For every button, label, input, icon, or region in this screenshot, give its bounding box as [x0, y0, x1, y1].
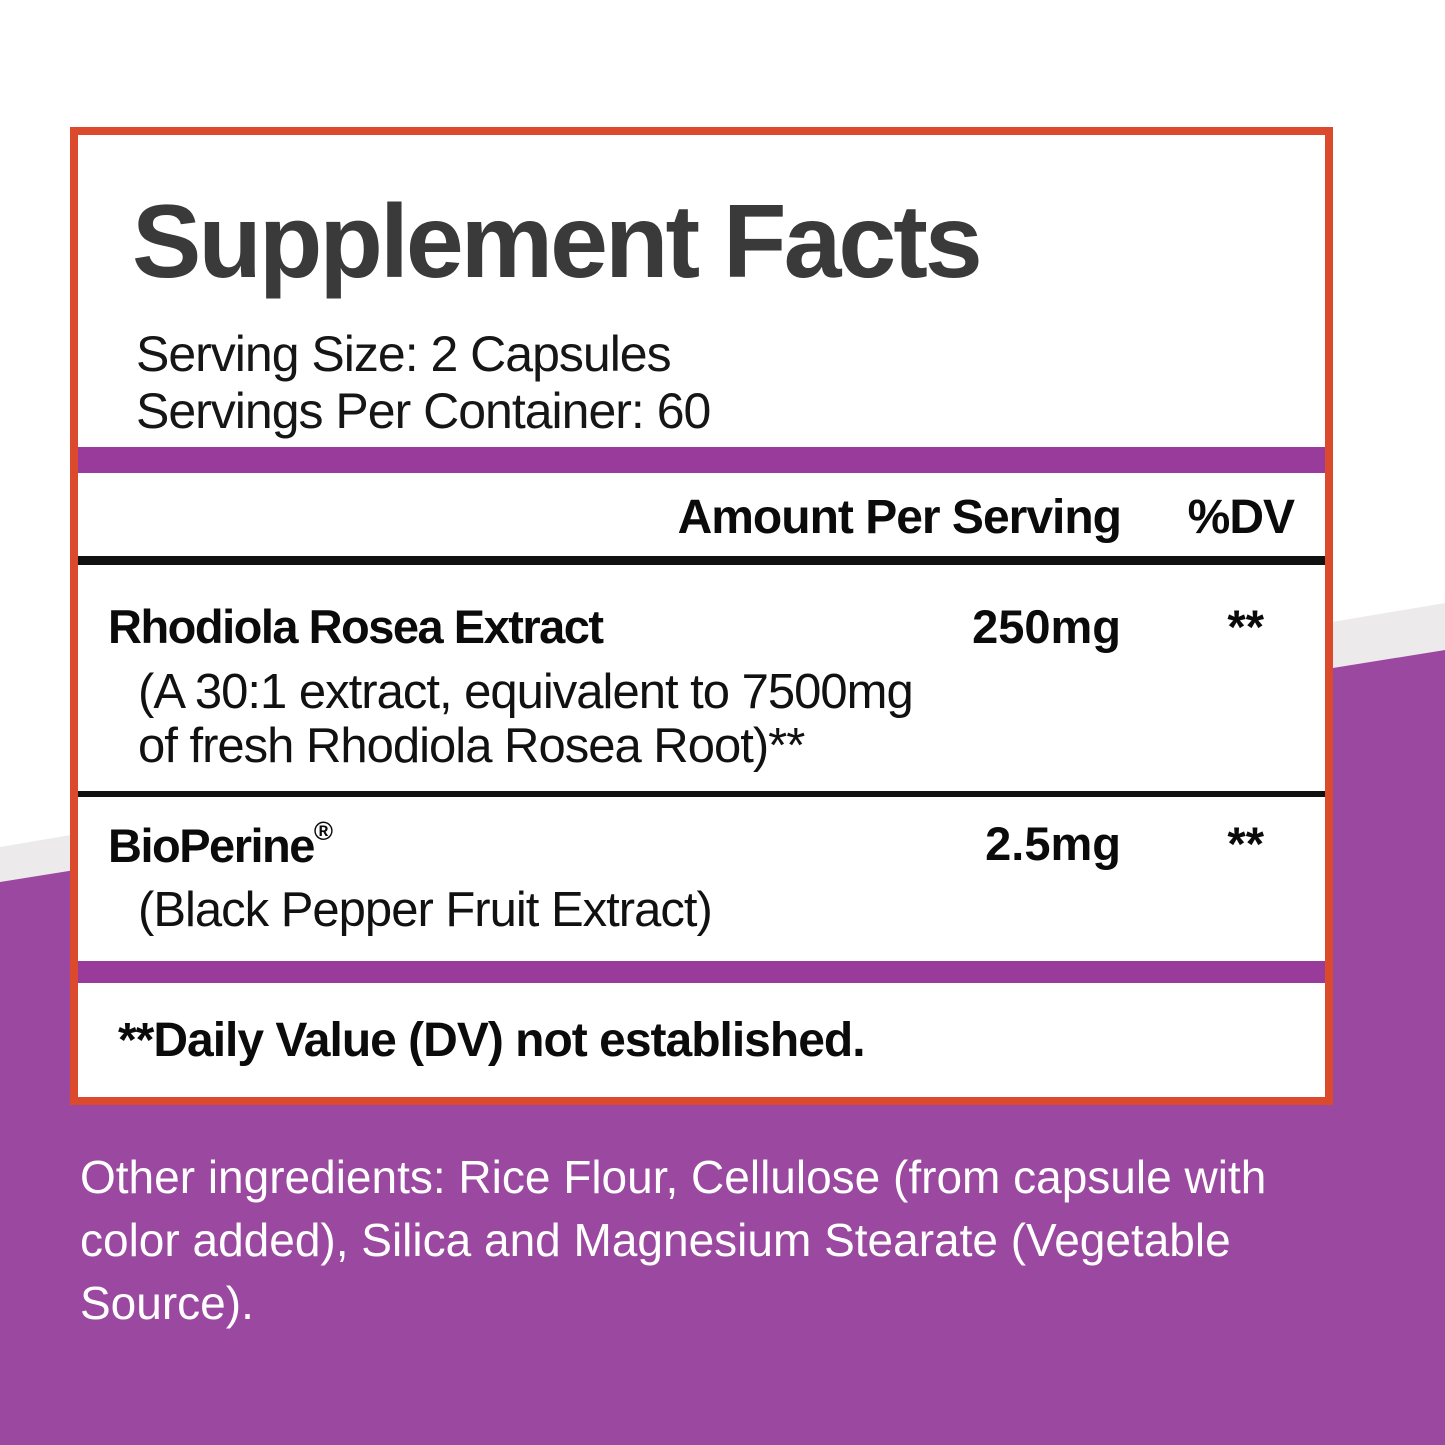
other-ingredients-text: Other ingredients: Rice Flour, Cellulose (from capsule with color added), Silica and Magnesium Stearate (Vegetable Source). — [80, 1151, 1267, 1329]
daily-value-footnote: **Daily Value (DV) not established. — [118, 1014, 865, 1067]
header-rule — [78, 556, 1325, 565]
column-header-amount: Amount Per Serving — [677, 491, 1121, 544]
registered-trademark-symbol: ® — [313, 816, 332, 846]
purple-divider-bottom — [78, 961, 1325, 983]
ingredient-dv: ** — [1227, 600, 1264, 653]
ingredient-name — [108, 816, 332, 873]
ingredient-note — [138, 665, 913, 773]
ingredient-note: (Black Pepper Fruit Extract) — [138, 883, 712, 937]
servings-per-container: Servings Per Container: 60 — [136, 383, 711, 439]
row-rule — [78, 791, 1325, 797]
serving-size: Serving Size: 2 Capsules — [136, 326, 671, 382]
ingredient-dv: ** — [1227, 817, 1264, 870]
panel-title: Supplement Facts — [132, 184, 980, 300]
ingredient-name-text: BioPerine — [108, 819, 314, 872]
ingredient-amount: 2.5mg — [985, 817, 1121, 870]
ingredient-note-line: of fresh Rhodiola Rosea Root)** — [138, 719, 805, 773]
ingredient-name: Rhodiola Rosea Extract — [108, 600, 603, 653]
purple-divider-top — [78, 447, 1325, 473]
supplement-facts-panel — [70, 127, 1333, 1105]
column-header-dv: %DV — [1187, 491, 1294, 544]
ingredient-note-line: (A 30:1 extract, equivalent to 7500mg — [138, 665, 913, 719]
ingredient-amount: 250mg — [972, 600, 1121, 653]
